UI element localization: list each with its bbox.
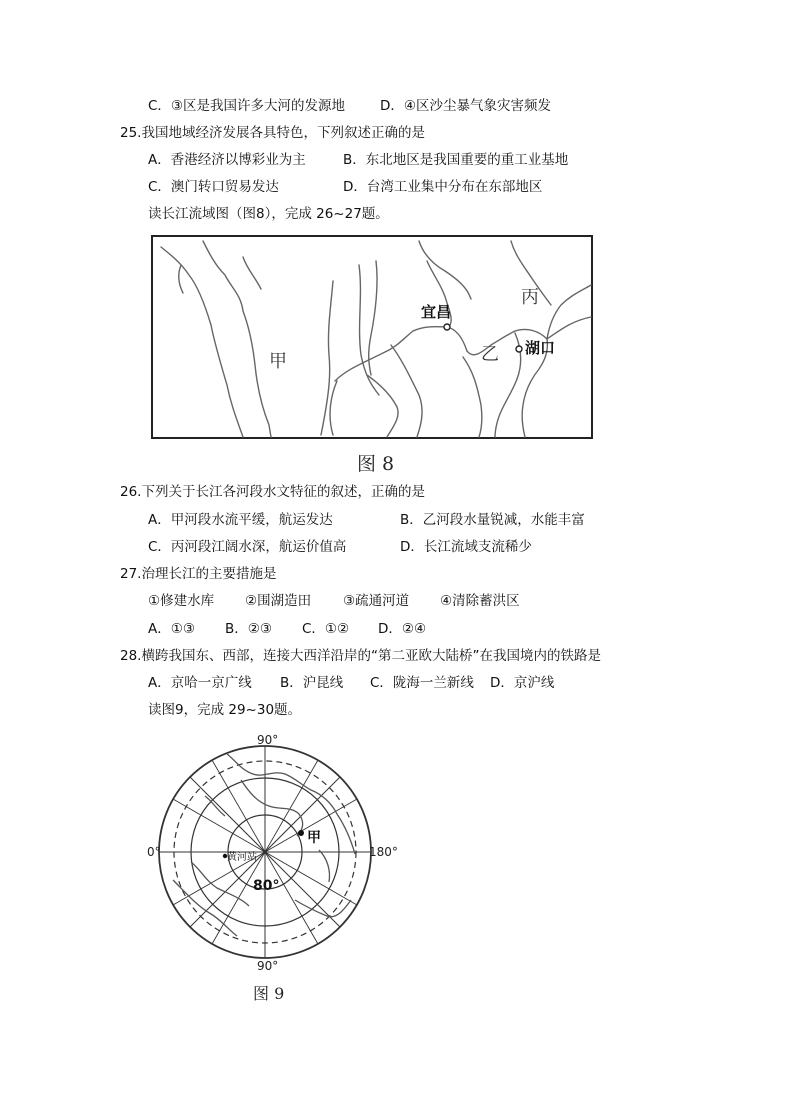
hukou-marker xyxy=(516,346,522,352)
q28-stem: 28.横跨我国东、西部，连接大西洋沿岸的“第二亚欧大陆桥”在我国境内的铁路是 xyxy=(120,648,601,664)
map8-label-jia: 甲 xyxy=(269,351,287,372)
figure8-intro: 读长江流域图（图8），完成 26~27题。 xyxy=(148,206,389,222)
q24-option-d: D．④区沙尘暴气象灾害频发 xyxy=(380,98,551,114)
q26-stem: 26.下列关于长江各河段水文特征的叙述，正确的是 xyxy=(120,484,425,500)
q26-option-a: A．甲河段水流平缓，航运发达 xyxy=(148,512,333,528)
map9-label-station: 黄河站 xyxy=(227,852,257,863)
map9-label-lat: 80° xyxy=(253,878,280,894)
map9-label-top: 90° xyxy=(257,733,279,747)
q24-option-c: C．③区是我国许多大河的发源地 xyxy=(148,98,346,114)
figure8-caption: 图 8 xyxy=(357,453,395,475)
q26-option-b: B．乙河段水量锐减，水能丰富 xyxy=(400,512,585,528)
q27-item-3: ③疏通河道 xyxy=(343,593,410,609)
q27-option-b: B．②③ xyxy=(225,621,272,637)
q27-option-d: D．②④ xyxy=(378,621,427,637)
map8-label-yi: 乙 xyxy=(481,344,499,365)
map9-label-right: 180° xyxy=(369,845,398,859)
q28-option-d: D．京沪线 xyxy=(490,675,555,691)
yichang-marker xyxy=(444,324,450,330)
map9-jia-marker xyxy=(298,830,304,836)
map8-label-hukou: 湖口 xyxy=(525,339,556,357)
q25-option-a: A．香港经济以博彩业为主 xyxy=(148,152,306,168)
map9-label-bottom: 90° xyxy=(257,959,279,973)
yangtze-basin-map xyxy=(151,235,593,439)
q27-stem: 27.治理长江的主要措施是 xyxy=(120,566,277,582)
map9-label-left: 0° xyxy=(147,845,161,859)
polar-map xyxy=(145,730,405,976)
q27-option-c: C．①② xyxy=(302,621,350,637)
q26-option-d: D．长江流域支流稀少 xyxy=(400,539,532,555)
q26-option-c: C．丙河段江阔水深，航运价值高 xyxy=(148,539,347,555)
q28-option-a: A．京哈一京广线 xyxy=(148,675,252,691)
q25-option-c: C．澳门转口贸易发达 xyxy=(148,179,279,195)
map8-label-yichang: 宜昌 xyxy=(421,303,452,321)
q27-option-a: A．①③ xyxy=(148,621,195,637)
q27-item-1: ①修建水库 xyxy=(148,593,215,609)
figure9-caption: 图 9 xyxy=(253,984,285,1003)
q28-option-b: B．沪昆线 xyxy=(280,675,344,691)
q25-option-d: D．台湾工业集中分布在东部地区 xyxy=(343,179,543,195)
q28-option-c: C．陇海一兰新线 xyxy=(370,675,474,691)
map9-label-jia: 甲 xyxy=(307,830,321,846)
q27-item-2: ②围湖造田 xyxy=(245,593,312,609)
map8-label-bing: 丙 xyxy=(521,287,539,308)
figure9-intro: 读图9，完成 29~30题。 xyxy=(148,702,302,718)
q27-item-4: ④清除蓄洪区 xyxy=(440,593,520,609)
q25-option-b: B．东北地区是我国重要的重工业基地 xyxy=(343,152,569,168)
q25-stem: 25.我国地域经济发展各具特色，下列叙述正确的是 xyxy=(120,125,425,141)
